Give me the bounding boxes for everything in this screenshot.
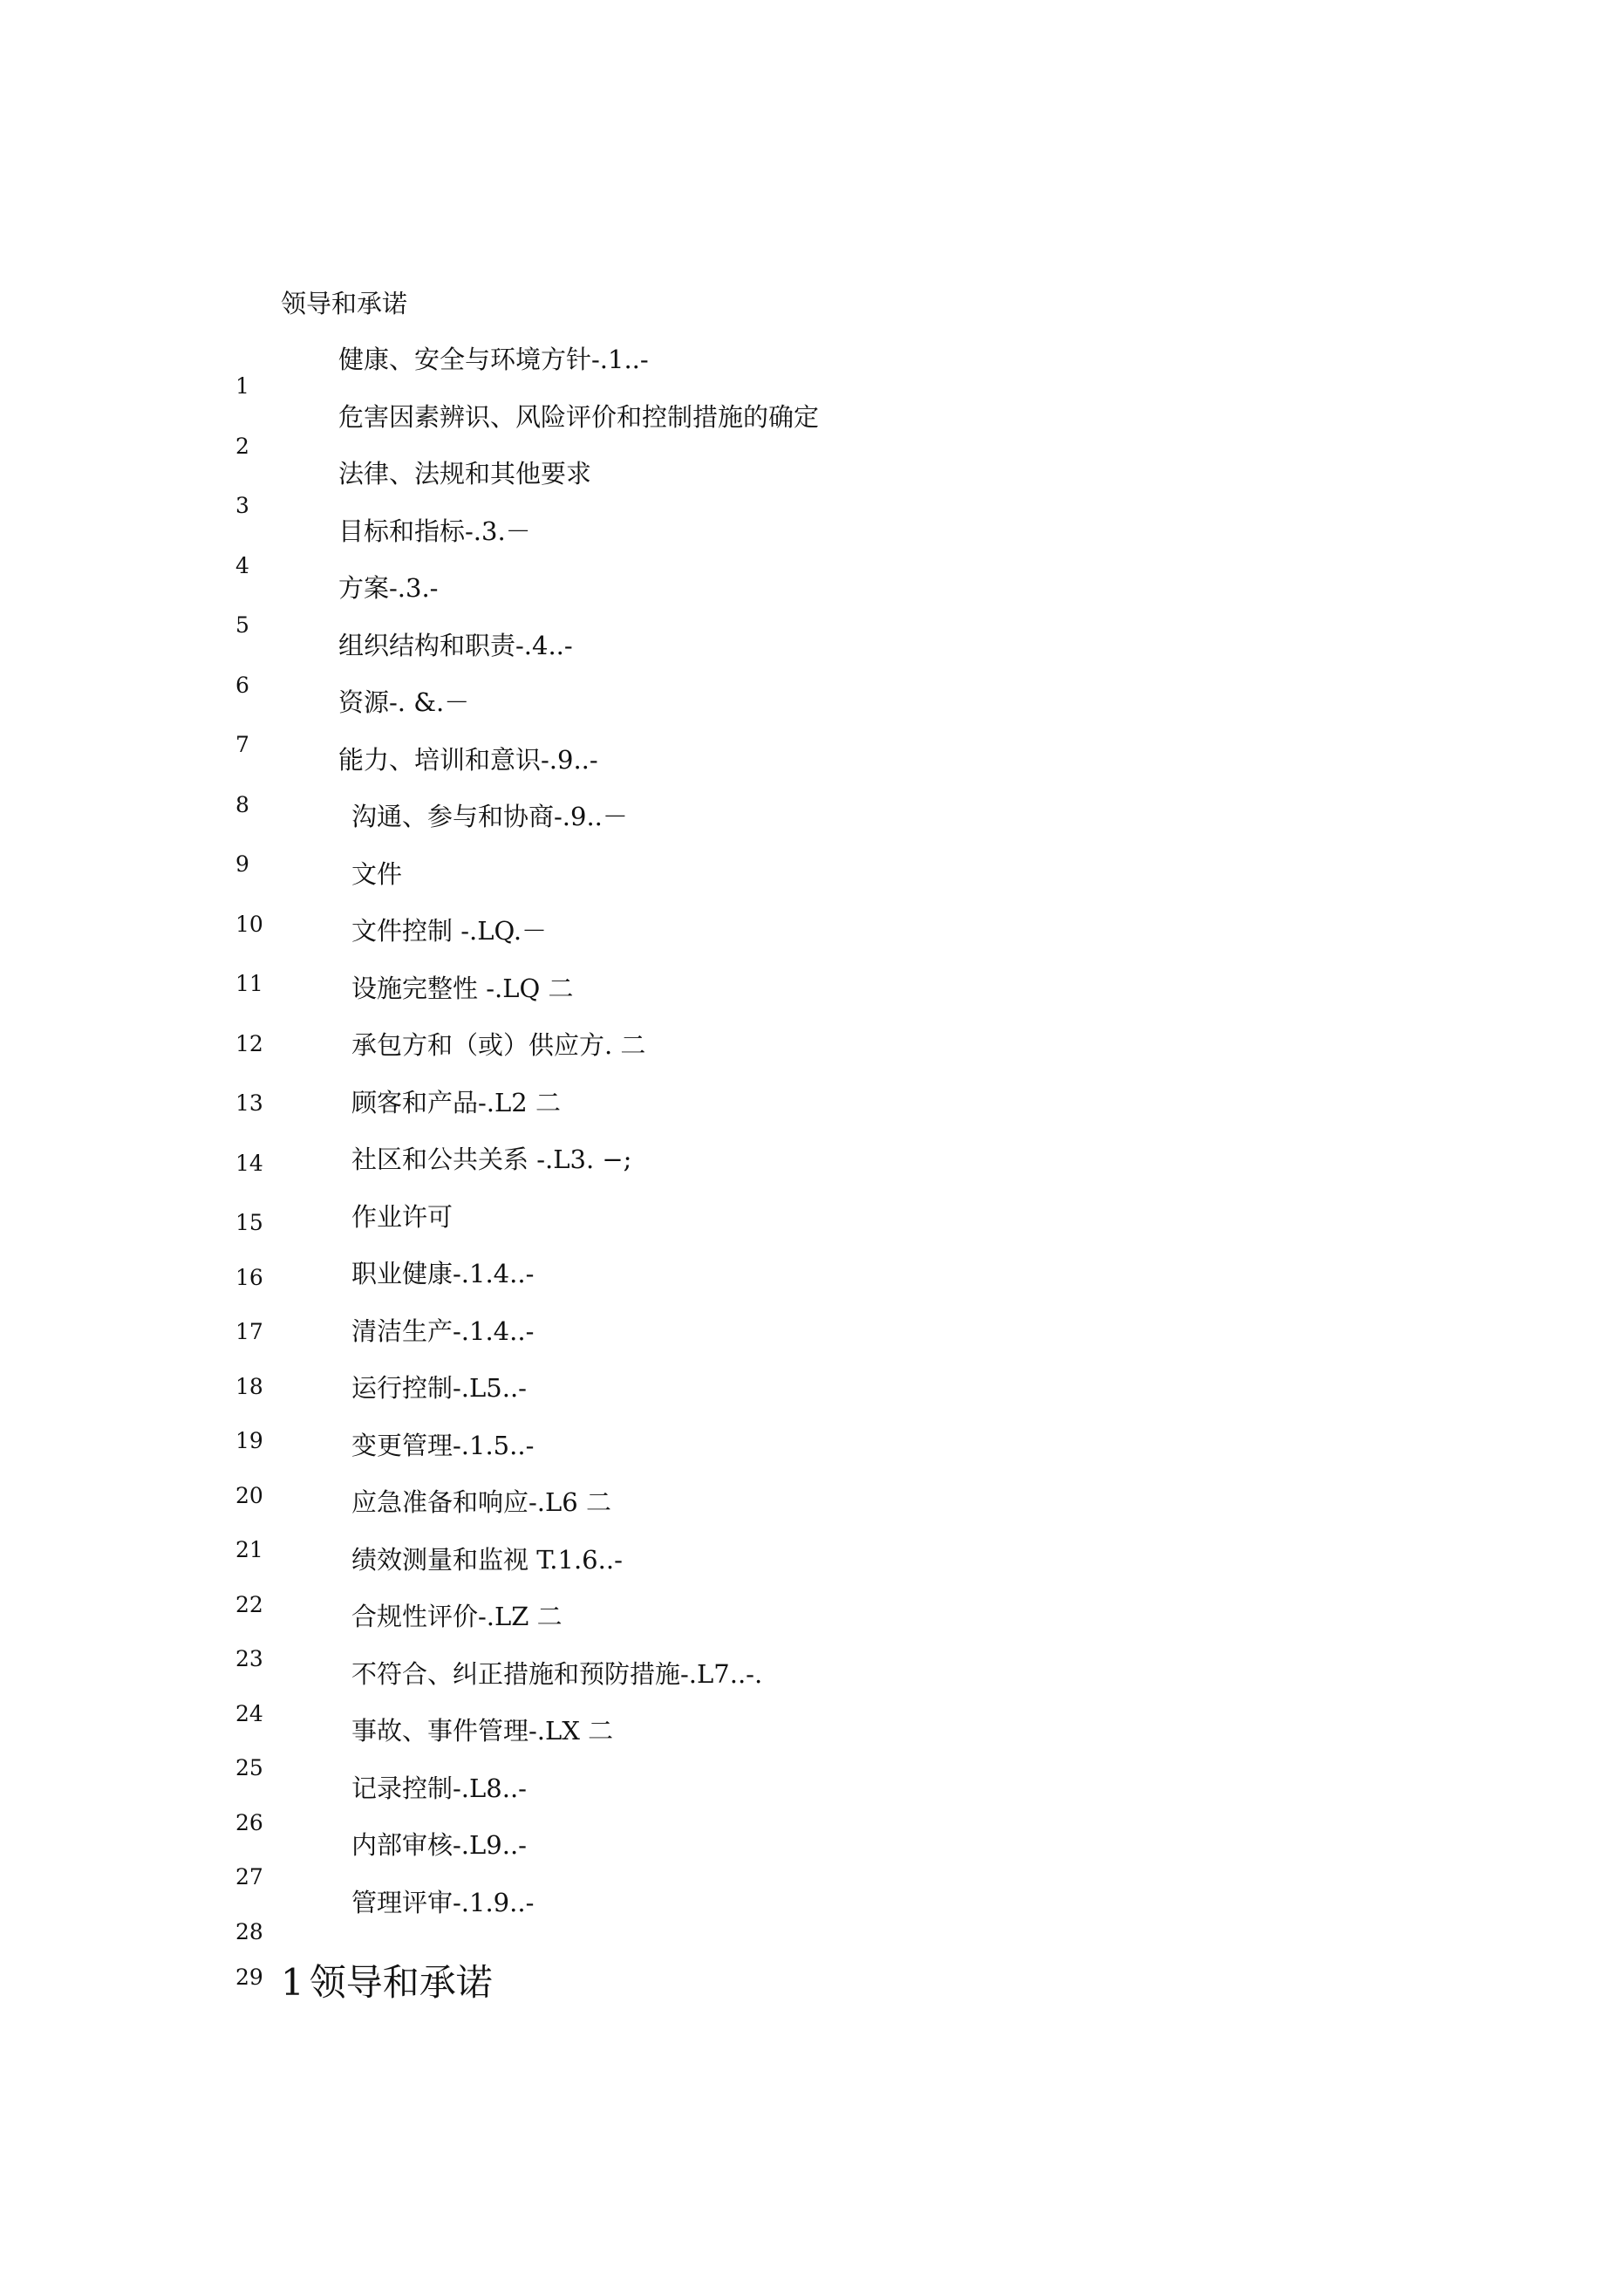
line-number: 7 (235, 732, 249, 757)
line-number: 6 (235, 672, 249, 698)
toc-entry: 绩效测量和监视 T.1.6..- (351, 1544, 623, 1575)
toc-entry: 清洁生产-.1.4..- (351, 1315, 535, 1346)
line-number: 27 (235, 1864, 263, 1889)
line-number: 3 (235, 493, 249, 518)
toc-entry: 顾客和产品-.L2 二 (351, 1087, 561, 1117)
section-title: 领导和承诺 (309, 1961, 493, 2004)
line-number: 4 (235, 552, 249, 578)
line-number: 28 (235, 1918, 263, 1944)
toc-entry: 设施完整性 -.LQ 二 (351, 973, 574, 1003)
line-number: 23 (235, 1646, 263, 1671)
toc-entry: 运行控制-.L5..- (351, 1373, 527, 1403)
line-number: 20 (235, 1482, 263, 1508)
line-number: 11 (235, 971, 263, 996)
line-number: 13 (235, 1090, 263, 1116)
line-number: 15 (235, 1210, 263, 1235)
toc-entry: 管理评审-.1.9..- (351, 1887, 535, 1917)
toc-entry: 资源-. &.－ (338, 687, 470, 717)
line-number: 22 (235, 1591, 263, 1617)
line-number: 10 (235, 911, 263, 937)
line-number: 26 (235, 1809, 263, 1835)
section-heading (281, 1960, 493, 2006)
line-number: 16 (235, 1264, 263, 1290)
toc-entry: 应急准备和响应-.L6 二 (351, 1487, 611, 1517)
line-number: 5 (235, 612, 249, 638)
line-number: 8 (235, 791, 249, 817)
toc-entry: 承包方和（或）供应方. 二 (351, 1030, 646, 1060)
toc-entry: 记录控制-.L8..- (351, 1773, 527, 1803)
line-number: 24 (235, 1700, 263, 1726)
toc-entry: 职业健康-.1.4..- (351, 1259, 535, 1288)
toc-entry: 目标和指标-.3.－ (338, 516, 531, 546)
toc-entry: 内部审核-.L9..- (351, 1830, 527, 1860)
line-number: 2 (235, 433, 249, 459)
line-number: 18 (235, 1373, 263, 1399)
section-number: 1 (281, 1961, 304, 2004)
toc-entry: 作业许可 (351, 1201, 453, 1232)
line-number: 9 (235, 851, 249, 877)
line-number: 17 (235, 1319, 263, 1344)
toc-entry: 不符合、纠正措施和预防措施-.L7..-. (351, 1658, 763, 1689)
toc-entry: 文件 (351, 858, 403, 889)
line-number: 1 (235, 373, 249, 399)
toc-entry: 沟通、参与和协商-.9..－ (351, 802, 628, 831)
toc-entry: 社区和公共关系 -.L3. −; (351, 1145, 632, 1174)
toc-heading: 领导和承诺 (281, 289, 408, 318)
line-number: 21 (235, 1537, 263, 1562)
line-number: 14 (235, 1150, 263, 1176)
toc-entry: 合规性评价-.LZ 二 (351, 1602, 563, 1631)
toc-entry: 变更管理-.1.5..- (351, 1430, 535, 1460)
toc-entry: 方案-.3.- (338, 573, 439, 603)
toc-entry: 文件控制 -.LQ.－ (351, 916, 548, 946)
toc-entry: 法律、法规和其他要求 (338, 459, 592, 489)
line-number: 19 (235, 1428, 263, 1453)
toc-entry: 事故、事件管理-.LX 二 (351, 1716, 614, 1746)
toc-entry: 危害因素辨识、风险评价和控制措施的确定 (338, 401, 820, 432)
line-number: 29 (235, 1965, 263, 1990)
line-number: 12 (235, 1030, 263, 1056)
toc-entry: 组织结构和职责-.4..- (338, 630, 573, 660)
toc-entry: 能力、培训和意识-.9..- (338, 744, 598, 775)
toc-entry: 健康、安全与环境方针-.1..- (338, 345, 649, 374)
line-number: 25 (235, 1755, 263, 1780)
